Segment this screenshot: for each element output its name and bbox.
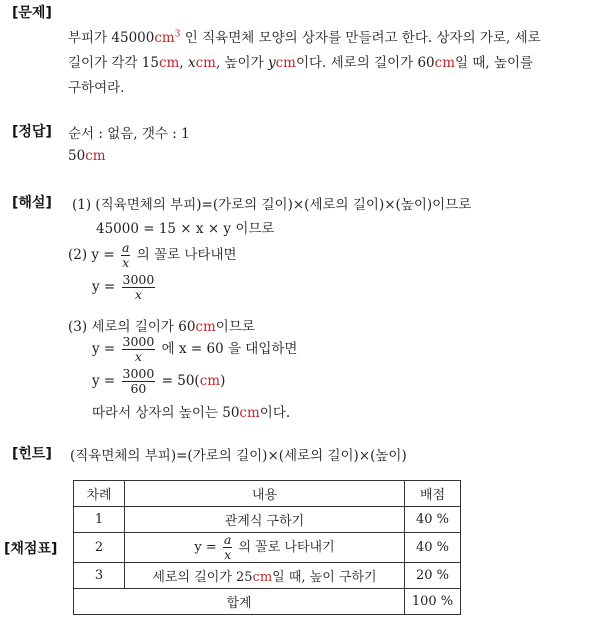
problem-line-1: 부피가 $45000cm^3$ 인 직육면체 모양의 상자를 만들려고 한다. 상자의 가로, 세로 — [68, 29, 541, 46]
fraction: $\frac{a}{x}$ — [223, 532, 232, 562]
solution-step-3: (3) 세로의 길이가 60cm이므로 — [68, 319, 255, 335]
solution-step-3-eq2: y = $\frac{3000}{60}$ = 50(cm) — [92, 366, 226, 396]
hint-label: [힌트] — [12, 446, 52, 462]
header-cell: 차례 — [74, 481, 125, 507]
table-row: 3 세로의 길이가 25cm일 때, 높이 구하기 20 % — [74, 563, 461, 589]
header-cell: 내용 — [125, 481, 405, 507]
problem-line-2: 길이가 각각 15cm, xcm, 높이가 ycm이다. 세로의 길이가 60cm일 때, 높이를 — [68, 55, 534, 71]
answer-value: 50cm — [68, 148, 106, 164]
table-header-row — [74, 481, 461, 507]
hint-text: (직육면체의 부피)=(가로의 길이)×(세로의 길이)×(높이) — [70, 448, 407, 464]
answer-label: [정답] — [12, 124, 52, 140]
problem-line-3: 구하여라. — [68, 80, 125, 96]
table-row: 2 y = $\frac{a}{x}$ 의 꼴로 나타내기 40 % — [74, 533, 461, 563]
solution-step-2-eq: y = $\frac{3000}{x}$ — [92, 272, 155, 302]
table-total-row: 합계 100 % — [74, 589, 461, 615]
rubric-label: [채점표] — [4, 541, 58, 557]
solution-step-1-eq: 45000 = 15 × x × y 이므로 — [96, 221, 275, 237]
fraction: $\frac{3000}{x}$ — [122, 272, 155, 302]
rubric-table — [73, 480, 461, 615]
solution-step-2: (2) y = $\frac{a}{x}$ 의 꼴로 나타내면 — [68, 240, 237, 270]
fraction: $\frac{3000}{60}$ — [122, 366, 155, 396]
fraction: $\frac{3000}{x}$ — [122, 334, 155, 364]
header-cell: 배점 — [405, 481, 461, 507]
fraction: $\frac{a}{x}$ — [121, 240, 130, 270]
solution-step-1: (1) (직육면체의 부피)=(가로의 길이)×(세로의 길이)×(높이)이므로 — [72, 197, 472, 213]
table-row: 1 관계식 구하기 40 % — [74, 507, 461, 533]
solution-conclusion: 따라서 상자의 높이는 50cm이다. — [92, 405, 291, 421]
answer-meta: 순서 : 없음, 갯수 : 1 — [68, 126, 190, 142]
problem-label: [문제] — [12, 5, 52, 21]
solution-label: [해설] — [12, 195, 52, 211]
solution-step-3-eq: y = $\frac{3000}{x}$ 에 x = 60 을 대입하면 — [92, 334, 298, 364]
unit: cm — [154, 30, 175, 46]
